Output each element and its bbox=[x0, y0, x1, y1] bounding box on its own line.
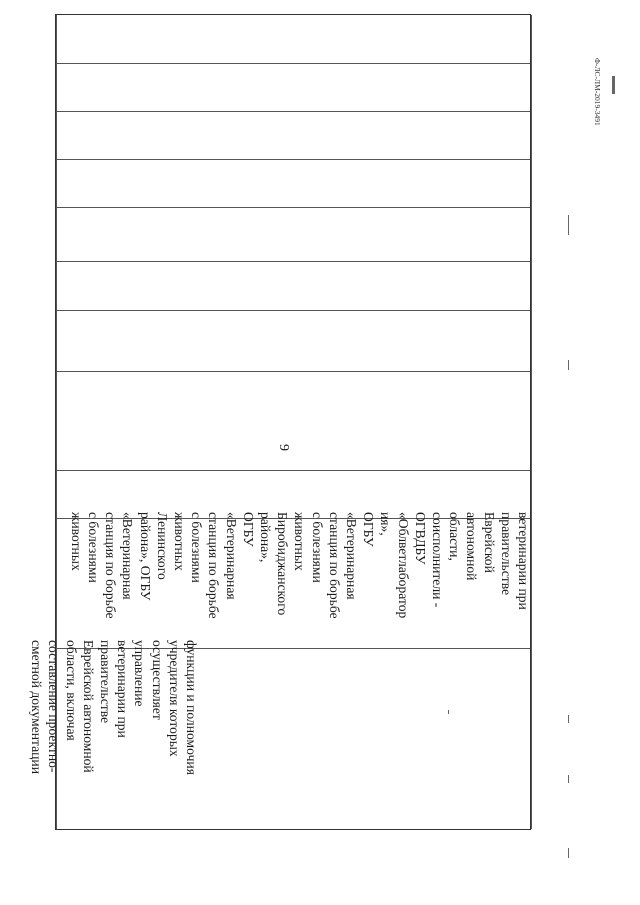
cell-line: ветеринарии при bbox=[516, 512, 531, 610]
cell-line: района», bbox=[257, 512, 273, 563]
cell-line: ОГБУ bbox=[240, 512, 256, 547]
document-stamp: Ф-ЛС-ЛМ-2019-3491 bbox=[593, 58, 602, 126]
cell-line: составление проектно- bbox=[46, 640, 62, 773]
cell-line: управление bbox=[132, 640, 148, 707]
cell-line: «Ветеринарная bbox=[343, 512, 359, 600]
cell-line: ветеринарии при bbox=[115, 640, 131, 738]
cell-line: станция по борьбе bbox=[326, 512, 342, 619]
cell-line: функции и полномочия bbox=[184, 640, 199, 775]
cell-line: правительстве bbox=[498, 512, 514, 596]
table-row-divider bbox=[56, 207, 530, 208]
table-row-divider bbox=[56, 470, 530, 471]
cell-line: ОГБУ bbox=[361, 512, 377, 547]
cell-line: Еврейской автономной bbox=[80, 640, 96, 773]
cell-line: области, bbox=[447, 512, 463, 561]
cell-line: «Облветлаборатор bbox=[395, 512, 411, 619]
scan-speck bbox=[612, 76, 615, 94]
scan-speck bbox=[568, 848, 569, 858]
scan-speck bbox=[448, 710, 449, 714]
cell-line: с болезнями bbox=[189, 512, 205, 583]
table-row-divider bbox=[56, 371, 530, 372]
cell-line: «Ветеринарная bbox=[120, 512, 136, 600]
cell-line: правительстве bbox=[97, 640, 113, 724]
cell-line: Еврейской bbox=[481, 512, 497, 573]
cell-line: «Ветеринарная bbox=[223, 512, 239, 600]
table-row-divider bbox=[56, 159, 530, 160]
page-number: 9 bbox=[276, 444, 291, 451]
table-column-divider bbox=[531, 15, 532, 829]
cell-line: автономной bbox=[464, 512, 480, 581]
responsibility-cell-text bbox=[28, 640, 200, 775]
cell-line: животных bbox=[292, 512, 308, 571]
cell-line: осуществляет bbox=[149, 640, 165, 720]
scan-speck bbox=[568, 775, 569, 783]
cell-line: района», ОГБУ bbox=[137, 512, 153, 601]
cell-line: станция по борьбе bbox=[103, 512, 119, 619]
cell-line: области, включая bbox=[63, 640, 79, 741]
cell-line: станция по борьбе bbox=[206, 512, 222, 619]
executors-cell-text bbox=[68, 512, 532, 619]
cell-line: Биробиджанского bbox=[275, 512, 291, 616]
cell-line: с болезнями bbox=[85, 512, 101, 583]
table-row-divider bbox=[56, 111, 530, 112]
table-row-divider bbox=[56, 310, 530, 311]
cell-line: с болезнями bbox=[309, 512, 325, 583]
cell-line: учредителя которых bbox=[166, 640, 182, 757]
table-row-divider bbox=[56, 63, 530, 64]
cell-line: ОГВДБУ bbox=[412, 512, 428, 565]
cell-line: сметной документации bbox=[29, 640, 45, 774]
cell-line: соисполнители - bbox=[429, 512, 445, 608]
scan-speck bbox=[568, 215, 569, 235]
scan-speck bbox=[568, 360, 569, 370]
cell-line: животных bbox=[171, 512, 187, 571]
cell-line: ия», bbox=[378, 512, 394, 536]
cell-line: Ленинского bbox=[154, 512, 170, 580]
cell-line: животных bbox=[68, 512, 84, 571]
table-row-divider bbox=[56, 261, 530, 262]
scan-speck bbox=[568, 715, 569, 723]
